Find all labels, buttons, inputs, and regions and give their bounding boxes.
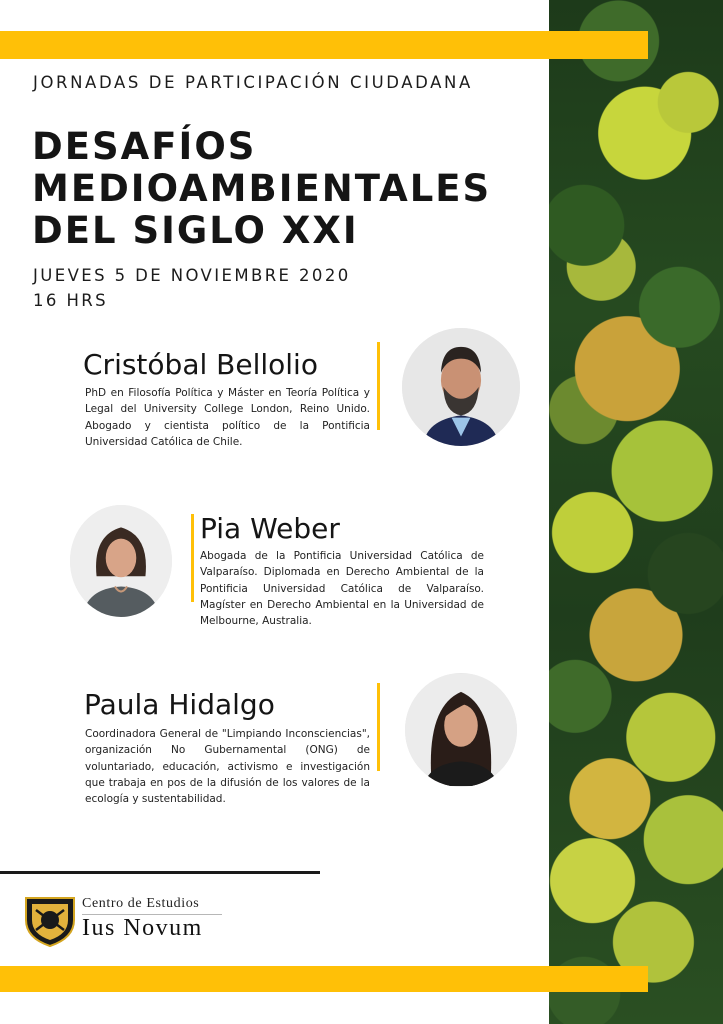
man-portrait-icon [402,328,520,446]
crest-logo-icon [22,894,78,948]
title-line: MEDIOAMBIENTALES [32,167,492,210]
speaker-bio: PhD en Filosofía Política y Máster en Teoría Política y Legal del University College London, Reino Unido. Abogado y cientista político de la Pontificia Universidad Católica de Chile. [85,387,370,448]
event-series-label: JORNADAS DE PARTICIPACIÓN CIUDADANA [33,73,473,92]
woman-portrait-icon [70,505,172,617]
organizer-name: Ius Novum [82,915,203,941]
footer-rule [0,871,320,874]
organizer-subtitle: Centro de Estudios [82,896,200,911]
forest-aerial-image [549,0,723,1024]
speaker-name: Cristóbal Bellolio [83,348,318,381]
title-line: DESAFÍOS [32,125,257,168]
speaker-divider [191,514,194,602]
speaker-divider [377,342,380,430]
event-title [32,126,542,252]
title-line: DEL SIGLO XXI [32,209,359,252]
speaker-bio: Abogada de la Pontificia Universidad Católica de Valparaíso. Diplomada en Derecho Ambiental de la Pontificia Universidad Católica de Valparaíso. Magíster en Derecho Ambiental en la Universidad de Melbourne, Australia. [200,550,484,628]
top-accent-bar [0,31,648,59]
bottom-accent-bar [0,966,648,992]
event-time: 16 HRS [33,291,108,310]
event-datetime [33,263,533,313]
speaker-name: Paula Hidalgo [84,688,275,721]
woman-portrait-icon [405,673,517,787]
event-date: JUEVES 5 DE NOVIEMBRE 2020 [33,266,351,285]
speaker-divider [377,683,380,771]
speaker-name: Pia Weber [200,512,340,545]
speaker-bio: Coordinadora General de "Limpiando Inconsciencias", organización No Gubernamental (ONG) de voluntariado, educación, activismo e investigación que trabaja en pos de la difusión de los valores de la ecología y sustentabilidad. [85,728,370,806]
